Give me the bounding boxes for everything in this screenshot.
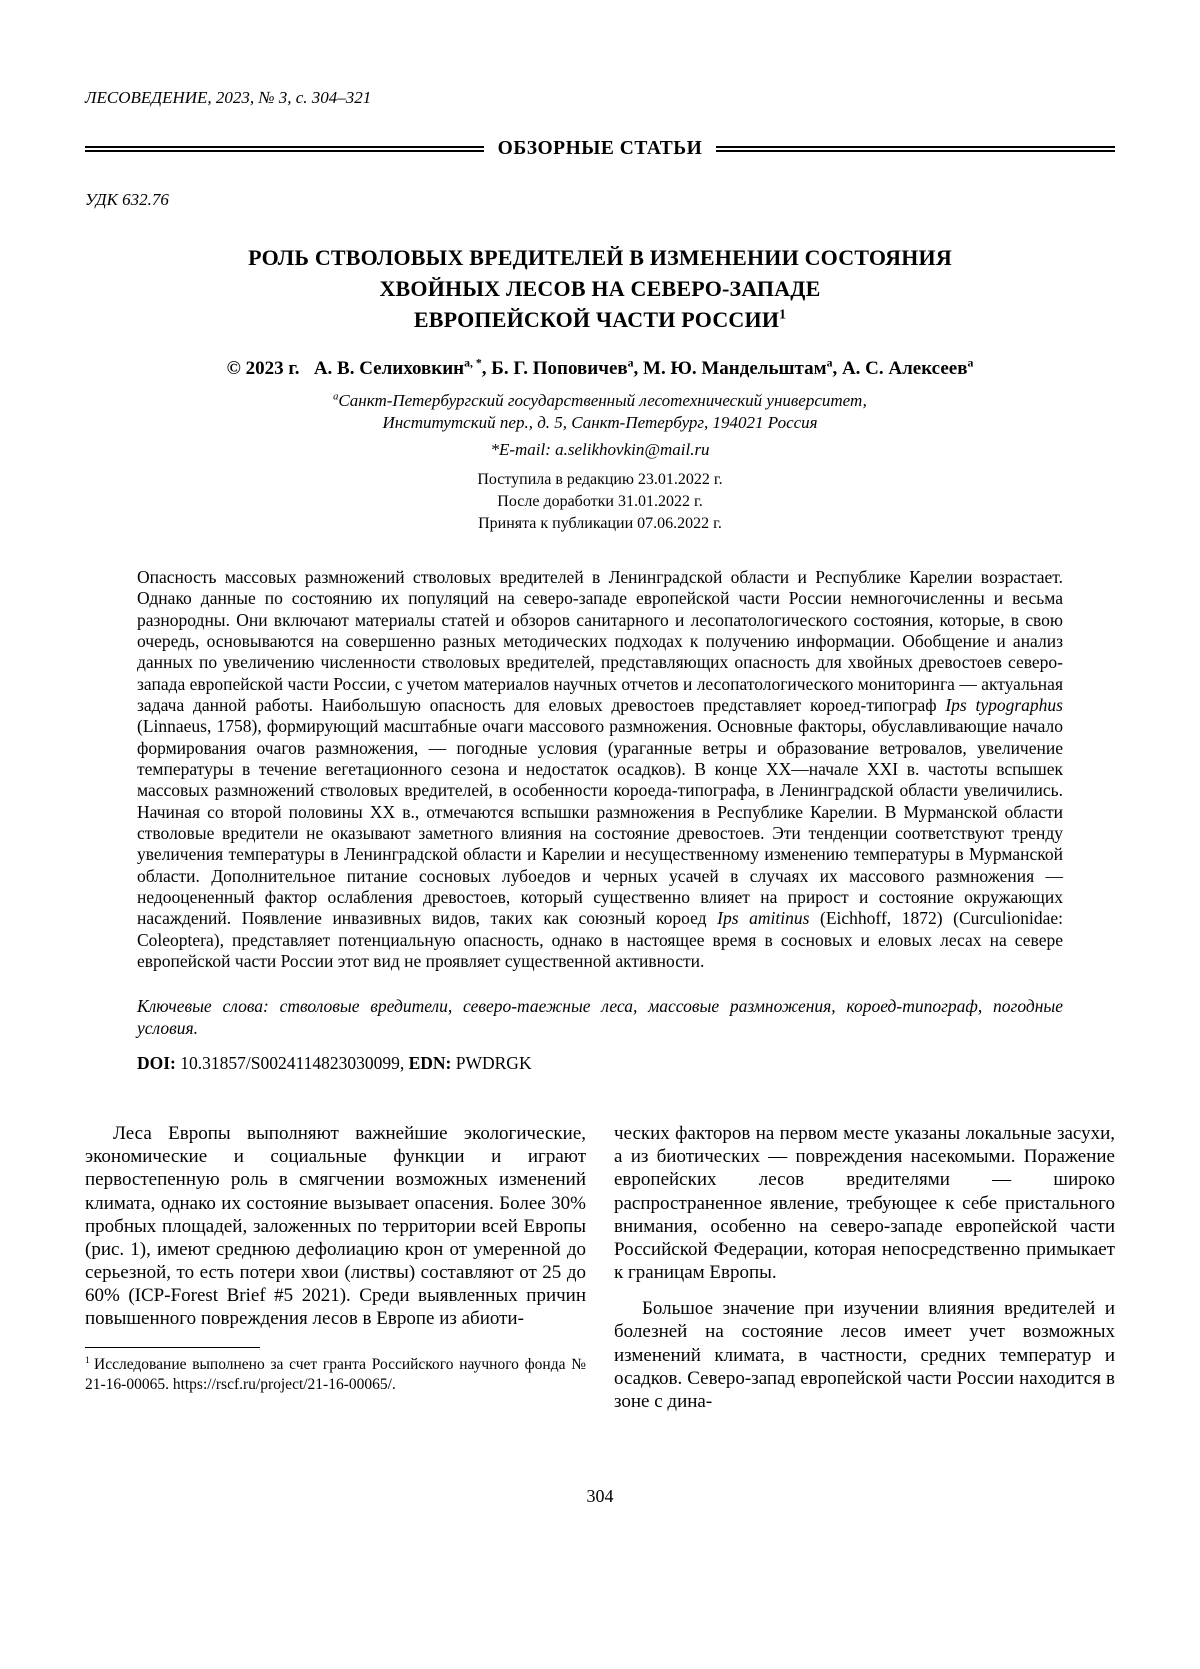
affiliation-line-1: $^a$Санкт-Петербургский государственный лесотехнический университет, [333, 390, 867, 410]
affiliation-block [85, 390, 1115, 435]
article-title-line-2: ХВОЙНЫХ ЛЕСОВ НА СЕВЕРО-ЗАПАДЕ [379, 276, 821, 302]
accepted-date-line: Принята к публикации 07.06.2022 г. [478, 514, 722, 532]
received-date-line: Поступила в редакцию 23.01.2022 г. [477, 470, 723, 488]
dates-block [85, 469, 1115, 535]
page-number: 304 [586, 1486, 614, 1506]
journal-header-line: ЛЕСОВЕДЕНИЕ, 2023, № 3, с. 304–321 [85, 88, 372, 107]
affiliation-line-2: Институтский пер., д. 5, Санкт-Петербург, 194021 Россия [382, 413, 818, 433]
footnote-block [85, 1347, 586, 1395]
body-left-column [85, 1122, 586, 1413]
revised-date-line: После доработки 31.01.2022 г. [497, 492, 703, 510]
footnote-text: $^1$ Исследование выполнено за счет гранта Российского научного фонда № 21-16-00065. https://rscf.ru/project/21-16-00065/. [85, 1354, 586, 1393]
body-columns [85, 1122, 1115, 1413]
article-title-line-3: ЕВРОПЕЙСКОЙ ЧАСТИ РОССИИ$^1$ [413, 307, 787, 333]
doi-line: DOI: 10.31857/S0024114823030099, EDN: PWDRGK [137, 1053, 532, 1074]
article-title [85, 242, 1115, 336]
paragraph-right-2: Большое значение при изучении влияния вредителей и болезней на состояние лесов имеет учет возможных изменений климата, в частности, средних температур и осадков. Северо-запад европейской части России находится в зоне с дина- [614, 1298, 1115, 1412]
paragraph-right-1: ческих факторов на первом месте указаны локальные засухи, а из биотических — повреждения насекомыми. Поражение европейских лесов вредителями — широко распространенное явление, требующее к себе пристального внимания, особенно на северо-западе европейской части Российской Федерации, которая непосредственно примыкает к границам Европы. [614, 1123, 1115, 1284]
body-right-column [614, 1122, 1115, 1413]
abstract-text: Опасность массовых размножений стволовых вредителей в Ленинградской области и Республике Карелии возрастает. Однако данные по состоянию их популяций на северо-западе европейской части России немногочисленны и весьма разнородны. Они включают материалы статей и обзоров санитарного и лесопатологического состояния, которые, в свою очередь, основываются на совершенно разных методических подходах к получению информации. Обобщение и анализ данных по увеличению численности стволовых вредителей, представляющих опасность для хвойных древостоев северо-запада европейской части России, с учетом материалов научных отчетов и лесопатологического мониторинга — актуальная задача данной работы. Наибольшую опасность для еловых древостоев представляет короед-типограф Ips typographus (Linnaeus, 1758), формирующий масштабные очаги массового размножения. Основные факторы, обуславливающие начало формирования очагов размножения, — погодные условия (ураганные ветры и образование ветровалов, увеличение температуры в течение вегетационного сезона и недостаток осадков). В конце XX—начале XXI в. частоты вспышек массовых размножений стволовых вредителей, в особенности короеда-типографа, в Ленинградской области увеличились. Начиная со второй половины XX в., отмечаются вспышки размножения в Республике Карелии. В Мурманской области стволовые вредители не оказывают заметного влияния на состояние древостоев. Эти тенденции соответствуют тренду увеличения температуры в Ленинградской области и Карелии и несущественному изменению температуры в Мурманской области. Дополнительное питание сосновых лубоедов и черных усачей в случаях их массового размножения — недооцененный фактор ослабления древостоев, который существенно влияет на прирост и состояние окружающих насаждений. Появление инвазивных видов, таких как союзный короед Ips amitinus (Eichhoff, 1872) (Curculionidae: Coleoptera), представляет потенциальную опасность, однако в настоящее время в сосновых и еловых лесах на севере европейской части России этот вид не проявляет существенной активности. [137, 566, 1063, 971]
authors-line: © 2023 г. А. В. Селиховкин$^{a, *}$, Б. Г. Поповичев$^a$, М. Ю. Мандельштам$^a$, А. С. Алексеев$^a$ [226, 356, 974, 379]
footnote-rule [85, 1347, 260, 1348]
udc-label: УДК 632.76 [85, 190, 169, 209]
article-title-line-1: РОЛЬ СТВОЛОВЫХ ВРЕДИТЕЛЕЙ В ИЗМЕНЕНИИ СОСТОЯНИЯ [248, 245, 952, 270]
email-line: *E-mail: a.selikhovkin@mail.ru [490, 439, 710, 459]
section-banner [85, 138, 1115, 160]
banner-rule-right [716, 146, 1115, 152]
paragraph-left-1: Леса Европы выполняют важнейшие экологические, экономические и социальные функции и играют первостепенную роль в смягчении возможных изменений климата, однако их состояние вызывает опасения. Более 30% пробных площадей, заложенных по территории всей Европы (рис. 1), имеют среднюю дефолиацию крон от умеренной до серьезной, то есть потери хвои (листвы) составляют от 25 до 60% (ICP-Forest Brief #5 2021). Среди выявленных причин повышенного повреждения лесов в Европе из абиоти- [85, 1123, 586, 1330]
banner-rule-left [85, 146, 484, 152]
keywords-line: Ключевые слова: стволовые вредители, северо-таежные леса, массовые размножения, короед-типограф, погодные условия. [137, 996, 1063, 1038]
section-banner-title: ОБЗОРНЫЕ СТАТЬИ [497, 138, 703, 159]
